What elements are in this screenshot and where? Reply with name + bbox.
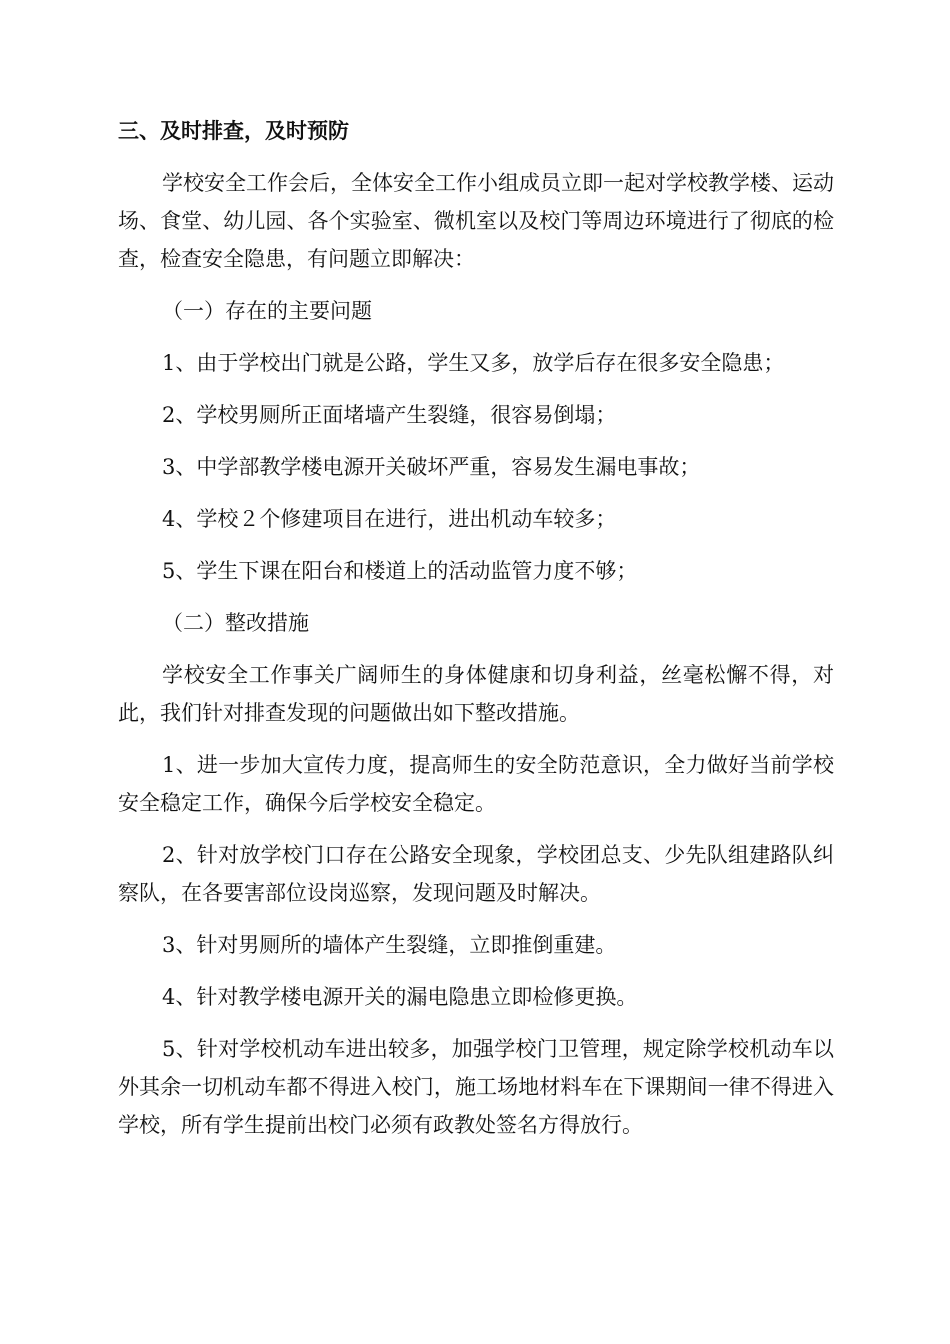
- subheading-main-problems: （一）存在的主要问题: [162, 299, 372, 323]
- measure-item-4: 4、针对教学楼电源开关的漏电隐患立即检修更换。: [162, 985, 638, 1009]
- problem-item-4: 4、学校２个修建项目在进行，进出机动车较多；: [162, 507, 617, 531]
- problem-item-1: 1、由于学校出门就是公路，学生又多，放学后存在很多安全隐患；: [162, 351, 785, 375]
- problem-item-2: 2、学校男厕所正面堵墙产生裂缝，很容易倒塌；: [162, 403, 617, 427]
- section-heading: 三、及时排查，及时预防: [118, 119, 349, 143]
- measure-item-5: 5、针对学校机动车进出较多，加强学校门卫管理，规定除学校机动车以外其余一切机动车都不得进入校门，施工场地材料车在下课期间一律不得进入学校，所有学生提前出校门必须有政教处签名方得放行。: [118, 1037, 834, 1137]
- measure-item-2: 2、针对放学校门口存在公路安全现象，学校团总支、少先队组建路队纠察队，在各要害部位设岗巡察，发现问题及时解决。: [118, 843, 834, 905]
- problem-item-5: 5、学生下课在阳台和楼道上的活动监管力度不够；: [162, 559, 638, 583]
- measure-item-3: 3、针对男厕所的墙体产生裂缝，立即推倒重建。: [162, 933, 617, 957]
- intro-paragraph: 学校安全工作会后，全体安全工作小组成员立即一起对学校教学楼、运动场、食堂、幼儿园、各个实验室、微机室以及校门等周边环境进行了彻底的检查，检查安全隐患，有问题立即解决：: [118, 171, 834, 271]
- problem-item-3: 3、中学部教学楼电源开关破坏严重，容易发生漏电事故；: [162, 455, 701, 479]
- measure-item-1: 1、进一步加大宣传力度，提高师生的安全防范意识，全力做好当前学校安全稳定工作，确保今后学校安全稳定。: [118, 753, 834, 815]
- measures-intro-paragraph: 学校安全工作事关广阔师生的身体健康和切身利益，丝毫松懈不得，对此，我们针对排查发现的问题做出如下整改措施。: [118, 663, 834, 725]
- subheading-measures: （二）整改措施: [162, 611, 309, 635]
- document-body: [118, 112, 834, 1144]
